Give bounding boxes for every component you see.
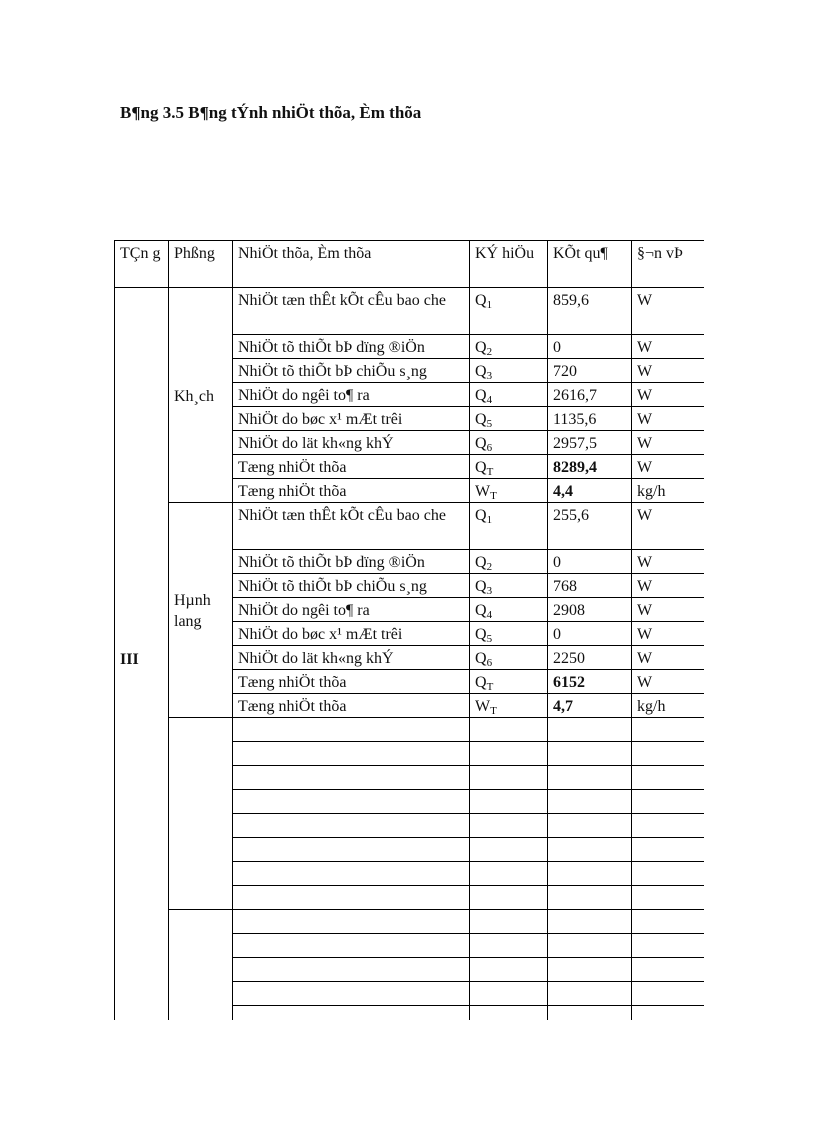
unit-cell: W [632,407,705,431]
result-cell: 8289,4 [548,455,632,479]
unit-cell: kg/h [632,694,705,718]
empty-cell [470,862,548,886]
empty-cell [632,838,705,862]
empty-cell [632,958,705,982]
empty-cell [632,742,705,766]
empty-cell [548,934,632,958]
empty-cell [470,766,548,790]
unit-cell: W [632,288,705,335]
header-unit: §¬n vÞ [632,241,705,288]
result-cell: 2250 [548,646,632,670]
unit-cell: W [632,431,705,455]
item-cell: NhiÖt tõ thiÕt bÞ dïng ®iÖn [233,335,470,359]
symbol-cell [470,431,548,455]
empty-cell [233,790,470,814]
empty-cell [632,814,705,838]
empty-cell [548,1006,632,1021]
unit-cell: W [632,383,705,407]
header-result: KÕt qu¶ [548,241,632,288]
empty-cell [548,982,632,1006]
unit-cell: W [632,550,705,574]
empty-cell [233,1006,470,1021]
room-cell-empty [169,718,233,910]
room-cell-empty [169,910,233,1021]
symbol-letter: Q [475,435,487,452]
unit-cell: W [632,455,705,479]
item-cell: NhiÖt do lät kh«ng khÝ [233,431,470,455]
empty-cell [632,862,705,886]
unit-cell: W [632,622,705,646]
symbol-cell [470,550,548,574]
empty-cell [632,766,705,790]
empty-cell [548,958,632,982]
empty-cell [470,718,548,742]
symbol-letter: Q [475,411,487,428]
symbol-subscript: 5 [486,633,493,645]
item-cell: NhiÖt do bøc x¹ mÆt trêi [233,407,470,431]
header-floor: TÇn g [115,241,169,288]
unit-cell: W [632,646,705,670]
header-item: NhiÖt thõa, Èm thõa [233,241,470,288]
symbol-cell [470,407,548,431]
empty-cell [233,982,470,1006]
empty-cell [548,718,632,742]
symbol-cell [470,598,548,622]
result-cell: 6152 [548,670,632,694]
empty-cell [233,862,470,886]
unit-cell: kg/h [632,479,705,503]
table-header-row [115,241,705,288]
item-cell: Tæng nhiÖt thõa [233,455,470,479]
result-cell: 2957,5 [548,431,632,455]
empty-cell [233,958,470,982]
table-caption: B¶ng 3.5 B¶ng tÝnh nhiÖt thõa, Èm thõa [120,103,422,122]
result-cell: 0 [548,550,632,574]
empty-cell [548,766,632,790]
room-cell: Hµnh lang [169,503,233,718]
empty-cell [470,886,548,910]
room-cell: Kh¸ch [169,288,233,503]
symbol-subscript: T [486,466,494,478]
symbol-subscript: 4 [486,394,493,406]
result-cell: 0 [548,622,632,646]
symbol-subscript: 4 [486,609,493,621]
symbol-cell [470,288,548,335]
empty-cell [548,790,632,814]
empty-cell [470,790,548,814]
table-body [115,288,705,1021]
empty-cell [470,742,548,766]
empty-cell [632,886,705,910]
empty-cell [548,814,632,838]
item-cell: NhiÖt do ngêi to¶ ra [233,383,470,407]
empty-cell [632,910,705,934]
empty-row [115,910,705,934]
symbol-subscript: 2 [486,561,493,573]
symbol-subscript: 2 [486,346,493,358]
item-cell: NhiÖt tæn thÊt kÕt cÊu bao che [233,503,470,550]
unit-cell: W [632,670,705,694]
result-cell: 1135,6 [548,407,632,431]
item-cell: NhiÖt tæn thÊt kÕt cÊu bao che [233,288,470,335]
empty-cell [233,742,470,766]
empty-cell [632,934,705,958]
empty-cell [470,838,548,862]
symbol-letter: Q [475,292,487,309]
symbol-letter: Q [475,578,487,595]
symbol-letter: Q [475,674,487,691]
symbol-subscript: T [490,490,497,502]
empty-cell [470,934,548,958]
symbol-letter: Q [475,387,487,404]
header-symbol: KÝ hiÖu [470,241,548,288]
empty-cell [632,790,705,814]
item-cell: NhiÖt tõ thiÕt bÞ dïng ®iÖn [233,550,470,574]
symbol-subscript: 5 [486,418,493,430]
symbol-subscript: 6 [486,657,493,669]
symbol-letter: W [475,483,491,500]
empty-cell [470,982,548,1006]
symbol-cell [470,359,548,383]
result-cell: 720 [548,359,632,383]
heat-table-frame [114,240,704,1020]
result-cell: 4,7 [548,694,632,718]
symbol-subscript: T [490,705,497,717]
symbol-subscript: 3 [486,585,493,597]
header-room: Phßng [169,241,233,288]
symbol-cell [470,646,548,670]
item-cell: NhiÖt tõ thiÕt bÞ chiÕu s¸ng [233,574,470,598]
item-cell: Tæng nhiÖt thõa [233,479,470,503]
empty-cell [470,958,548,982]
symbol-subscript: T [486,681,494,693]
symbol-subscript: 1 [486,514,493,526]
table-row [115,288,705,335]
symbol-cell [470,455,548,479]
empty-cell [632,982,705,1006]
symbol-subscript: 3 [486,370,493,382]
empty-cell [632,1006,705,1021]
empty-cell [233,838,470,862]
symbol-cell [470,503,548,550]
unit-cell: W [632,574,705,598]
symbol-cell [470,574,548,598]
result-cell: 0 [548,335,632,359]
empty-cell [233,886,470,910]
empty-cell [470,1006,548,1021]
symbol-cell [470,670,548,694]
symbol-letter: Q [475,602,487,619]
result-cell: 768 [548,574,632,598]
symbol-subscript: 1 [486,299,493,311]
item-cell: NhiÖt tõ thiÕt bÞ chiÕu s¸ng [233,359,470,383]
result-cell: 2616,7 [548,383,632,407]
item-cell: NhiÖt do ngêi to¶ ra [233,598,470,622]
empty-cell [233,910,470,934]
empty-cell [233,766,470,790]
symbol-letter: W [475,698,491,715]
unit-cell: W [632,598,705,622]
symbol-letter: Q [475,459,487,476]
item-cell: Tæng nhiÖt thõa [233,670,470,694]
empty-cell [632,718,705,742]
item-cell: NhiÖt do bøc x¹ mÆt trêi [233,622,470,646]
heat-moisture-table [114,240,704,1020]
unit-cell: W [632,503,705,550]
empty-cell [233,718,470,742]
unit-cell: W [632,359,705,383]
result-cell: 2908 [548,598,632,622]
symbol-subscript: 6 [486,442,493,454]
symbol-letter: Q [475,554,487,571]
floor-cell: III [115,288,169,1021]
empty-cell [548,862,632,886]
result-cell: 255,6 [548,503,632,550]
item-cell: NhiÖt do lät kh«ng khÝ [233,646,470,670]
empty-cell [548,910,632,934]
empty-cell [548,742,632,766]
symbol-cell [470,335,548,359]
symbol-letter: Q [475,507,487,524]
symbol-cell [470,622,548,646]
symbol-cell [470,383,548,407]
empty-cell [548,838,632,862]
table-row [115,503,705,550]
symbol-cell [470,694,548,718]
symbol-letter: Q [475,363,487,380]
symbol-cell [470,479,548,503]
unit-cell: W [632,335,705,359]
empty-cell [233,934,470,958]
empty-cell [548,886,632,910]
empty-row [115,718,705,742]
result-cell: 859,6 [548,288,632,335]
symbol-letter: Q [475,626,487,643]
item-cell: Tæng nhiÖt thõa [233,694,470,718]
empty-cell [470,910,548,934]
symbol-letter: Q [475,650,487,667]
symbol-letter: Q [475,339,487,356]
result-cell: 4,4 [548,479,632,503]
empty-cell [233,814,470,838]
empty-cell [470,814,548,838]
